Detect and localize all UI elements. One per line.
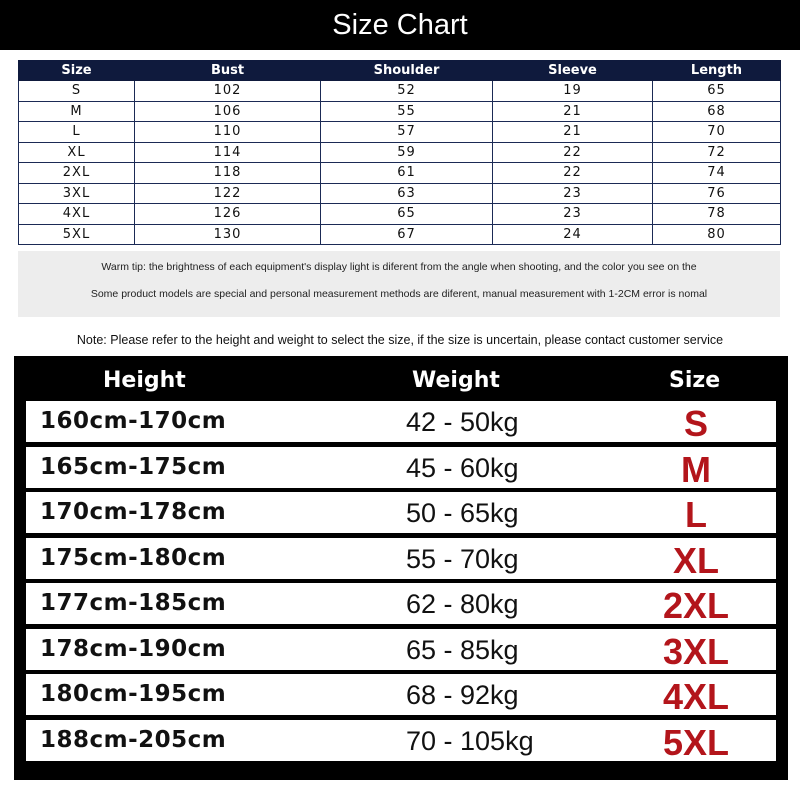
table-row	[26, 720, 776, 761]
cell-shoulder: 59	[321, 142, 493, 163]
size-label: L	[685, 494, 707, 535]
weight-range: 55 - 70kg	[406, 543, 519, 574]
cell-size: XL	[19, 142, 135, 163]
cell-size: M	[19, 101, 135, 122]
cell-length: 72	[653, 142, 781, 163]
cell-shoulder: 67	[321, 224, 493, 245]
cell-sleeve: 19	[493, 81, 653, 102]
measurement-table	[18, 60, 781, 245]
warm-tip-box	[18, 251, 780, 317]
cell-shoulder: 55	[321, 101, 493, 122]
table-row	[26, 538, 776, 579]
measurement-tip-line: Some product models are special and personal measurement methods are diferent, manual measurement with 1-2CM error is nomal	[90, 288, 708, 300]
cell-sleeve: 22	[493, 163, 653, 184]
table-row	[19, 101, 781, 122]
table-row	[26, 401, 776, 442]
weight-range: 68 - 92kg	[406, 680, 519, 710]
cell-bust: 126	[135, 204, 321, 225]
col-header-shoulder: Shoulder	[321, 61, 493, 81]
table-row	[26, 674, 776, 715]
cell-size: 2XL	[19, 163, 135, 184]
table-row	[19, 142, 781, 163]
height-range: 188cm-205cm	[40, 726, 227, 753]
cell-length: 74	[653, 163, 781, 184]
col-header-length: Length	[653, 61, 781, 81]
cell-sleeve: 24	[493, 224, 653, 245]
weight-range: 70 - 105kg	[406, 725, 534, 756]
cell-bust: 130	[135, 224, 321, 245]
cell-bust: 122	[135, 183, 321, 204]
col-header-sleeve: Sleeve	[493, 61, 653, 81]
weight-range: 65 - 85kg	[406, 634, 519, 665]
table-row	[19, 122, 781, 143]
table-row	[26, 447, 776, 488]
table-row	[19, 224, 781, 245]
page-title: Size Chart	[332, 8, 468, 41]
cell-size: 5XL	[19, 224, 135, 245]
cell-bust: 106	[135, 101, 321, 122]
cell-sleeve: 21	[493, 101, 653, 122]
weight-range: 42 - 50kg	[406, 407, 519, 437]
cell-size: 3XL	[19, 183, 135, 204]
height-range: 177cm-185cm	[40, 590, 227, 616]
size-label: 5XL	[662, 721, 730, 763]
cell-bust: 102	[135, 81, 321, 102]
cell-length: 80	[653, 224, 781, 245]
col-header-size: Size	[19, 61, 135, 81]
table-row	[19, 81, 781, 102]
cell-sleeve: 23	[493, 204, 653, 225]
size-label: S	[683, 403, 708, 444]
size-label: M	[681, 448, 711, 490]
height-range: 160cm-170cm	[40, 408, 227, 434]
cell-size: S	[19, 81, 135, 102]
col-header-weight: Weight	[412, 368, 500, 393]
height-range: 180cm-195cm	[40, 681, 227, 707]
warm-tip-line: Warm tip: the brightness of each equipment's display light is diferent from the angle when shooting, and the color you see on the	[101, 261, 697, 273]
size-note: Note: Please refer to the height and weight to select the size, if the size is uncertain, please contact customer service	[76, 333, 724, 347]
table-row	[19, 163, 781, 184]
cell-sleeve: 23	[493, 183, 653, 204]
hw-header-row	[14, 356, 788, 402]
size-label: XL	[672, 539, 719, 581]
cell-bust: 110	[135, 122, 321, 143]
cell-length: 70	[653, 122, 781, 143]
cell-size: 4XL	[19, 204, 135, 225]
weight-range: 50 - 65kg	[406, 498, 519, 528]
cell-sleeve: 22	[493, 142, 653, 163]
size-label: 4XL	[662, 676, 730, 717]
cell-sleeve: 21	[493, 122, 653, 143]
cell-shoulder: 57	[321, 122, 493, 143]
cell-length: 65	[653, 81, 781, 102]
cell-shoulder: 65	[321, 204, 493, 225]
size-label: 2XL	[662, 585, 730, 626]
cell-shoulder: 63	[321, 183, 493, 204]
weight-range: 45 - 60kg	[406, 452, 519, 483]
table-row	[26, 583, 776, 624]
table-row	[19, 204, 781, 225]
hw-rows	[26, 401, 776, 765]
height-weight-table	[14, 356, 788, 780]
size-label: 3XL	[662, 630, 730, 672]
cell-length: 76	[653, 183, 781, 204]
table-row	[26, 492, 776, 533]
measurement-header-row	[19, 61, 781, 81]
cell-shoulder: 61	[321, 163, 493, 184]
height-range: 178cm-190cm	[40, 635, 227, 662]
weight-range: 62 - 80kg	[406, 589, 519, 619]
cell-length: 68	[653, 101, 781, 122]
height-range: 165cm-175cm	[40, 453, 227, 480]
cell-shoulder: 52	[321, 81, 493, 102]
height-range: 170cm-178cm	[40, 499, 227, 525]
col-header-height: Height	[103, 368, 186, 393]
cell-length: 78	[653, 204, 781, 225]
cell-bust: 114	[135, 142, 321, 163]
height-range: 175cm-180cm	[40, 544, 227, 571]
cell-bust: 118	[135, 163, 321, 184]
table-row	[19, 183, 781, 204]
col-header-bust: Bust	[135, 61, 321, 81]
table-row	[26, 629, 776, 670]
cell-size: L	[19, 122, 135, 143]
col-header-size: Size	[669, 368, 721, 393]
page-title-bar	[0, 0, 800, 50]
